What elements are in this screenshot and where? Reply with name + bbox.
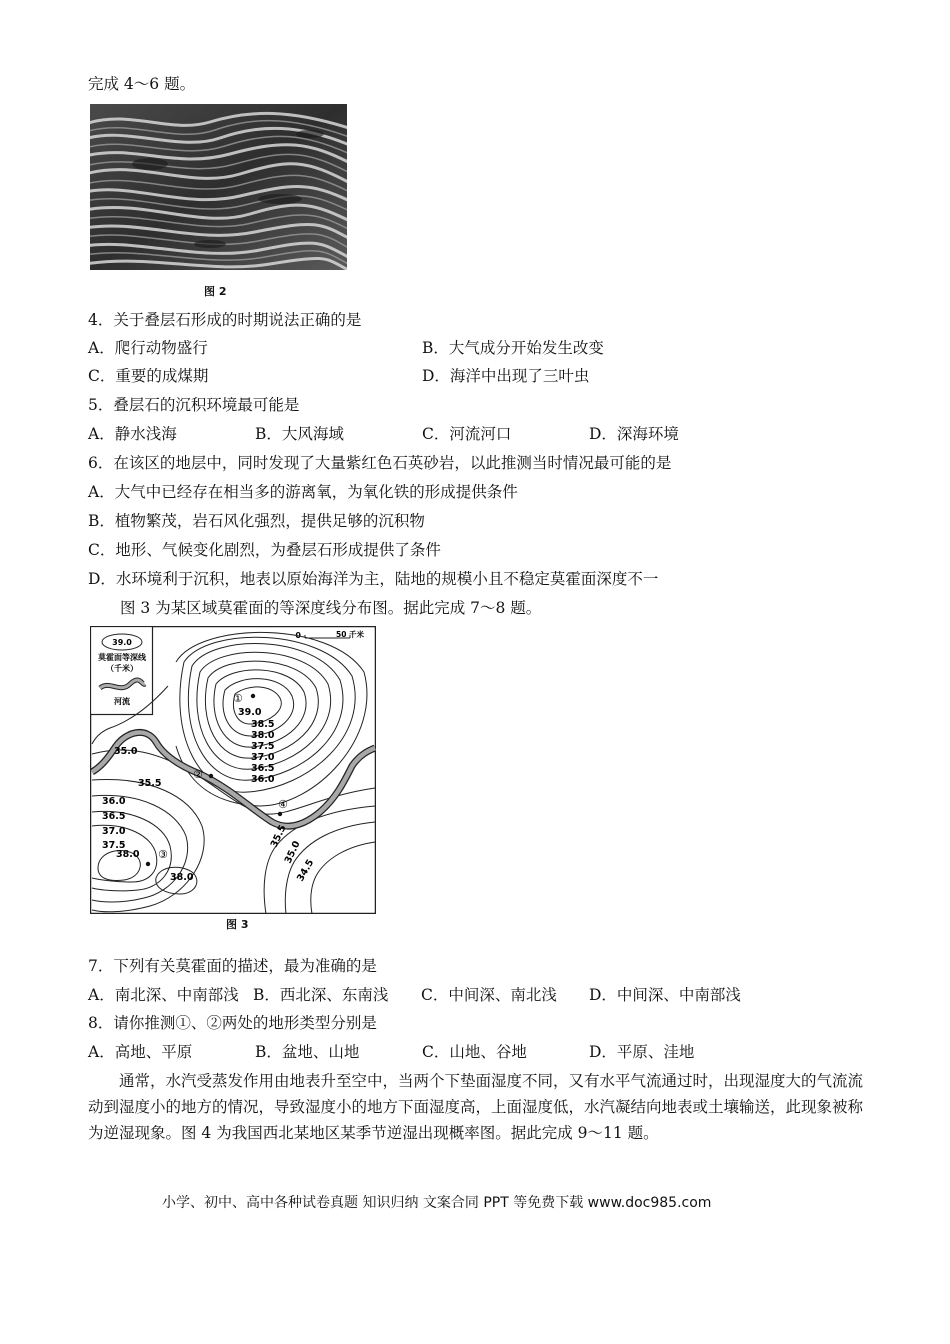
contour-label: 38.0: [251, 730, 275, 741]
question-6-option-c: C．地形、气候变化剧烈，为叠层石形成提供了条件: [88, 541, 441, 559]
question-4-option-c: C．重要的成煤期: [88, 367, 209, 385]
legend-river-label: 河流: [114, 697, 130, 706]
contour-label: 36.0: [102, 796, 126, 807]
contour-label: 35.0: [282, 839, 303, 866]
reading-paragraph: 通常，水汽受蒸发作用由地表升至空中，当两个下垫面湿度不同，又有水平气流通过时，出现湿度大的气流流动到湿度小的地方的情况，导致湿度小的地方下面湿度高，上面湿度低，水汽凝结向地表或土壤输送，此现象被称为逆湿现象。图 4 为我国西北某地区某季节逆湿出现概率图。据此完成 9～11 题。: [88, 1072, 864, 1142]
question-7-option-c: C．中间深、南北浅: [421, 986, 557, 1004]
point-2-label: ②: [193, 768, 203, 781]
question-8-stem: 8．请你推测①、②两处的地形类型分别是: [88, 1014, 377, 1032]
contour-label: 39.0: [238, 707, 262, 718]
question-8-option-b: B．盆地、山地: [255, 1043, 360, 1061]
question-6-stem: 6．在该区的地层中，同时发现了大量紫红色石英砂岩，以此推测当时情况最可能的是: [88, 454, 672, 472]
question-4-stem: 4．关于叠层石形成的时期说法正确的是: [88, 311, 362, 329]
moho-contour-map: [90, 626, 376, 914]
question-6-option-b: B．植物繁茂，岩石风化强烈，提供足够的沉积物: [88, 512, 425, 530]
question-5-option-c: C．河流河口: [422, 425, 512, 443]
question-8-option-c: C．山地、谷地: [422, 1043, 527, 1061]
contour-label: 38.0: [170, 872, 194, 883]
point-3-label: ③: [158, 848, 168, 861]
intro-text: 完成 4～6 题。: [88, 75, 196, 93]
point-4-label: ④: [278, 798, 288, 811]
question-6-option-a: A．大气中已经存在相当多的游离氧，为氧化铁的形成提供条件: [88, 483, 518, 501]
figure-2-caption: 图 2: [204, 285, 227, 298]
question-4-option-b: B．大气成分开始发生改变: [422, 339, 604, 357]
page-footer: 小学、初中、高中各种试卷真题 知识归纳 文案合同 PPT 等免费下载 www.doc985.com: [162, 1195, 712, 1211]
question-8-option-d: D．平原、洼地: [589, 1043, 695, 1061]
legend-contour-label: 莫霍面等深线: [98, 653, 146, 662]
contour-label: 35.5: [268, 823, 289, 850]
question-8-option-a: A．高地、平原: [88, 1043, 193, 1061]
contour-label: 37.0: [102, 826, 126, 837]
question-5-stem: 5．叠层石的沉积环境最可能是: [88, 396, 300, 414]
legend-contour-value: 39.0: [112, 638, 132, 647]
question-5-option-a: A．静水浅海: [88, 425, 177, 443]
question-4-option-d: D．海洋中出现了三叶虫: [422, 367, 590, 385]
contour-label: 38.5: [251, 719, 275, 730]
contour-label: 36.0: [251, 774, 275, 785]
question-7-option-d: D．中间深、中南部浅: [589, 986, 741, 1004]
question-5-option-b: B．大风海域: [255, 425, 344, 443]
contour-label: 36.5: [251, 763, 275, 774]
question-7-option-b: B．西北深、东南浅: [253, 986, 389, 1004]
contour-label: 36.5: [102, 811, 126, 822]
contour-label: 34.5: [295, 857, 317, 884]
question-5-option-d: D．深海环境: [589, 425, 679, 443]
stromatolite-photo: [90, 104, 347, 270]
contour-label: 35.0: [114, 746, 138, 757]
scale-label: 50 千米: [336, 630, 365, 639]
question-6-option-d: D．水环境利于沉积，地表以原始海洋为主，陆地的规模小且不稳定莫霍面深度不一: [88, 570, 659, 588]
figure-3-intro: 图 3 为某区域莫霍面的等深度线分布图。据此完成 7～8 题。: [120, 599, 542, 617]
contour-label: 37.0: [251, 752, 275, 763]
question-7-option-a: A．南北深、中南部浅: [88, 986, 239, 1004]
scale-zero: 0: [295, 631, 301, 640]
question-4-option-a: A．爬行动物盛行: [88, 339, 208, 357]
contour-label: 35.5: [138, 778, 162, 789]
contour-label: 37.5: [102, 840, 126, 851]
contour-label: 38.0: [116, 849, 140, 860]
question-7-stem: 7．下列有关莫霍面的描述，最为准确的是: [88, 957, 377, 975]
point-1-label: ①: [233, 692, 243, 705]
figure-3-caption: 图 3: [226, 918, 249, 931]
contour-label: 37.5: [251, 741, 275, 752]
legend-unit: （千米）: [106, 664, 138, 673]
